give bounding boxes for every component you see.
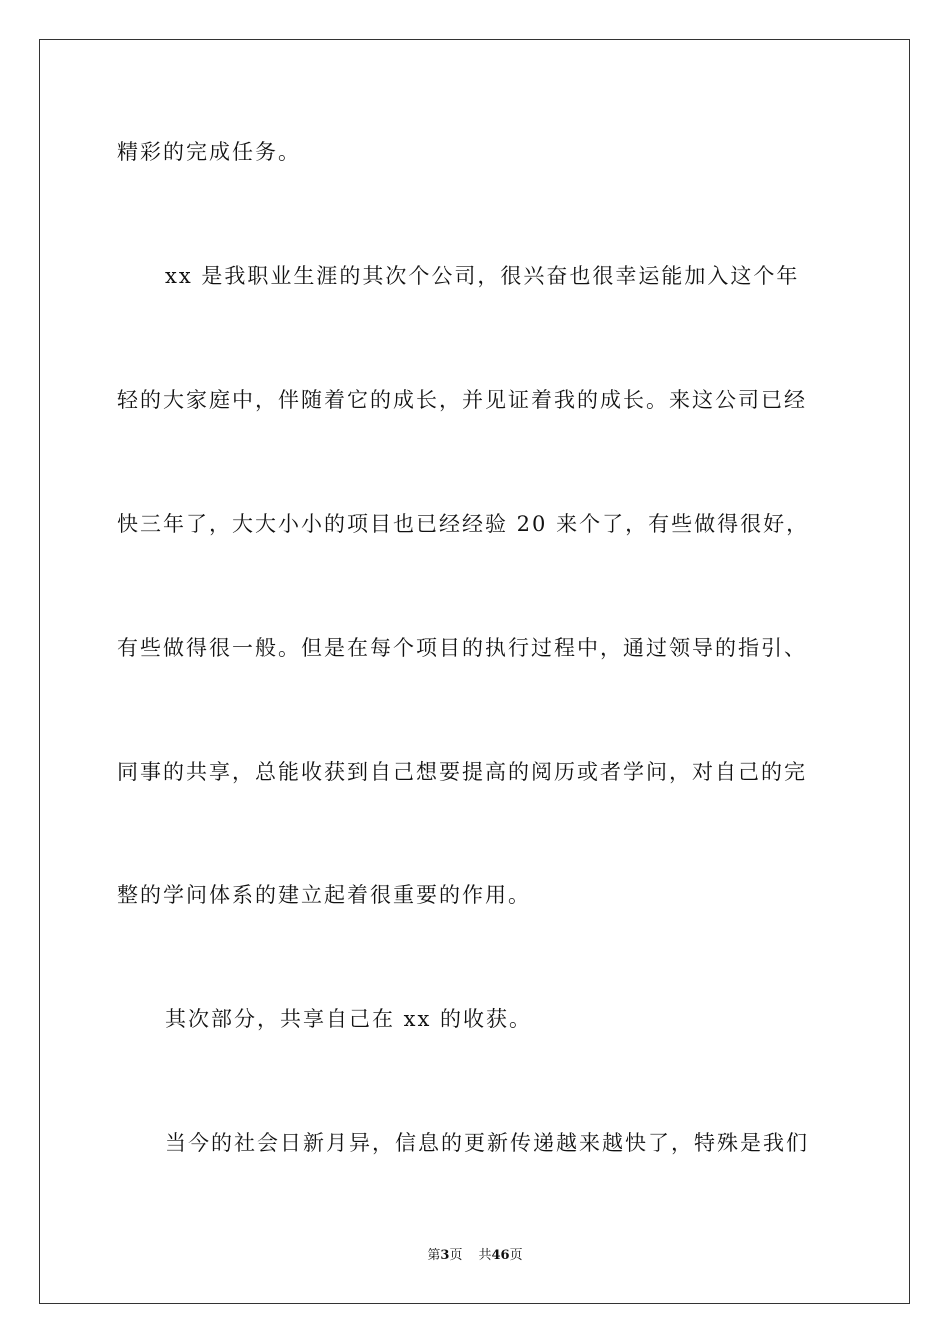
footer-page-suffix: 页 [449,1248,463,1263]
footer-total-suffix: 页 [509,1248,523,1263]
text-line-7: 整的学问体系的建立起着很重要的作用。 [117,883,531,907]
footer-page-number: 3 [440,1248,450,1263]
text-line-4: 快三年了，大大小小的项目也已经经验 20 来个了，有些做得很好， [117,512,810,536]
text-line-2: xx 是我职业生涯的其次个公司，很兴奋也很幸运能加入这个年 [165,264,800,288]
text-line-6: 同事的共享，总能收获到自己想要提高的阅历或者学问，对自己的完 [117,760,807,784]
text-line-5: 有些做得很一般。但是在每个项目的执行过程中，通过领导的指引、 [117,636,807,660]
text-line-3: 轻的大家庭中，伴随着它的成长，并见证着我的成长。来这公司已经 [117,388,807,412]
page-border [39,39,910,1304]
page-footer [0,1246,950,1266]
text-line-8: 其次部分，共享自己在 xx 的收获。 [165,1007,533,1031]
footer-total-pages: 46 [491,1248,510,1263]
text-line-1: 精彩的完成任务。 [117,140,301,164]
footer-total-prefix: 共 [478,1248,492,1263]
footer-page-prefix: 第 [427,1248,441,1263]
text-line-9: 当今的社会日新月异，信息的更新传递越来越快了，特殊是我们 [165,1131,809,1155]
